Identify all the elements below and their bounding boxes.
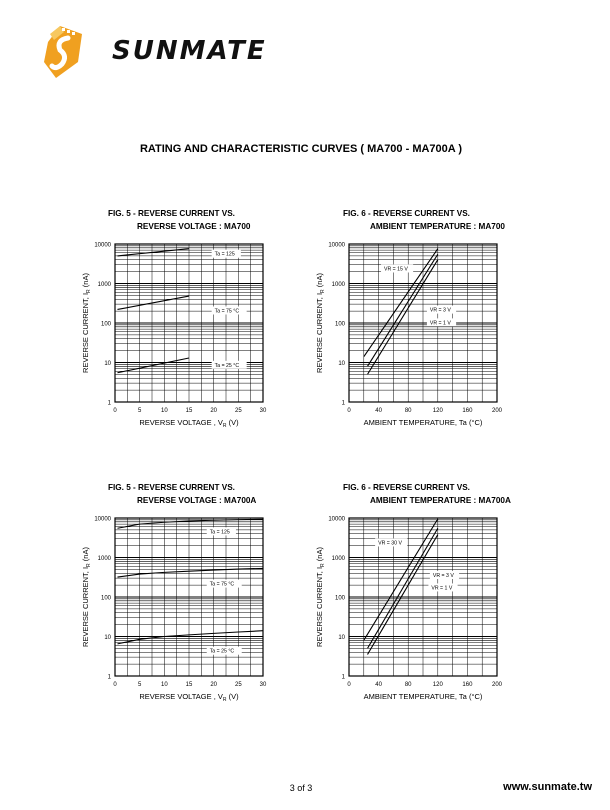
chart-reverse-current-vs-voltage-ma700 bbox=[78, 236, 288, 436]
x-tick-label: 80 bbox=[404, 408, 412, 414]
brand-logo bbox=[40, 22, 267, 84]
y-tick-label: 10 bbox=[338, 361, 345, 367]
fig2-title: FIG. 6 - REVERSE CURRENT VS. bbox=[343, 209, 470, 218]
y-axis-label: REVERSE CURRENT, $I_R$ (nA) bbox=[81, 273, 92, 373]
x-tick-label: 120 bbox=[432, 408, 443, 414]
x-tick-label: 25 bbox=[234, 682, 242, 688]
x-tick-label: 30 bbox=[259, 682, 267, 688]
x-tick-label: 15 bbox=[185, 682, 193, 688]
y-tick-label: 100 bbox=[334, 595, 345, 602]
fig2-subtitle: AMBIENT TEMPERATURE : MA700 bbox=[370, 222, 505, 231]
y-tick-label: 1 bbox=[107, 400, 111, 407]
fig1-subtitle: REVERSE VOLTAGE : MA700 bbox=[137, 222, 251, 231]
y-tick-label: 1000 bbox=[331, 556, 345, 562]
fig3-title: FIG. 5 - REVERSE CURRENT VS. bbox=[108, 483, 235, 492]
y-tick-label: 10 bbox=[338, 635, 345, 641]
series-label: Ta = 75 °C bbox=[214, 308, 240, 315]
x-tick-label: 5 bbox=[137, 682, 142, 688]
y-tick-label: 1000 bbox=[97, 556, 111, 562]
x-tick-label: 0 bbox=[347, 408, 351, 414]
fig4-subtitle: AMBIENT TEMPERATURE : MA700A bbox=[370, 496, 511, 505]
y-axis-label: REVERSE CURRENT, $I_R$ (nA) bbox=[315, 273, 326, 373]
y-axis-label: REVERSE CURRENT, $I_R$ (nA) bbox=[315, 547, 326, 647]
chart-reverse-current-vs-voltage-ma700a bbox=[78, 510, 288, 710]
series-label: VR = 3 V bbox=[432, 573, 454, 580]
series-label: VR = 30 V bbox=[378, 540, 402, 547]
x-tick-label: 0 bbox=[113, 408, 117, 414]
page-title: RATING AND CHARACTERISTIC CURVES ( MA700 - MA700A ) bbox=[139, 143, 463, 155]
series-label: Ta = 25 °C bbox=[214, 362, 240, 369]
y-tick-label: 10 bbox=[104, 361, 111, 367]
x-tick-label: 10 bbox=[160, 682, 168, 688]
series-label: VR = 15 V bbox=[384, 266, 408, 273]
chart-reverse-current-vs-temperature-ma700a bbox=[312, 510, 522, 710]
chart-reverse-current-vs-temperature-ma700 bbox=[312, 236, 522, 436]
series-label: Ta = 75 °C bbox=[209, 581, 235, 588]
series-label: Ta = 125 bbox=[209, 529, 230, 536]
series-label: VR = 1 V bbox=[429, 320, 451, 327]
y-tick-label: 100 bbox=[334, 321, 345, 328]
x-tick-label: 160 bbox=[462, 682, 473, 688]
page-number: 3 of 3 bbox=[289, 783, 313, 793]
y-tick-label: 10000 bbox=[94, 242, 111, 249]
x-tick-label: 25 bbox=[234, 408, 242, 414]
fig4-title: FIG. 6 - REVERSE CURRENT VS. bbox=[343, 483, 470, 492]
x-tick-label: 80 bbox=[404, 682, 412, 688]
series-label: VR = 3 V bbox=[429, 307, 451, 314]
x-tick-label: 20 bbox=[210, 408, 218, 414]
y-tick-label: 10 bbox=[104, 635, 111, 641]
x-tick-label: 200 bbox=[491, 682, 503, 688]
series-label: VR = 1 V bbox=[431, 585, 453, 592]
fig3-subtitle: REVERSE VOLTAGE : MA700A bbox=[137, 496, 257, 505]
x-tick-label: 40 bbox=[375, 682, 382, 688]
x-tick-label: 10 bbox=[160, 408, 168, 414]
x-tick-label: 15 bbox=[185, 408, 193, 414]
y-tick-label: 1 bbox=[107, 674, 111, 681]
y-tick-label: 10000 bbox=[328, 242, 345, 249]
x-tick-label: 20 bbox=[210, 682, 218, 688]
series-label: Ta = 125 bbox=[214, 251, 235, 258]
x-tick-label: 40 bbox=[375, 408, 382, 414]
x-tick-label: 30 bbox=[259, 408, 267, 414]
x-axis-label: AMBIENT TEMPERATURE, Ta (°C) bbox=[363, 692, 483, 701]
y-tick-label: 1000 bbox=[97, 282, 111, 288]
y-tick-label: 1000 bbox=[331, 282, 345, 288]
x-tick-label: 0 bbox=[113, 682, 117, 688]
series-label: Ta = 25 °C bbox=[209, 648, 235, 655]
fig1-title: FIG. 5 - REVERSE CURRENT VS. bbox=[108, 209, 235, 218]
x-tick-label: 200 bbox=[491, 408, 503, 414]
y-tick-label: 100 bbox=[100, 321, 111, 328]
footer-url-link[interactable]: www.sunmate.tw bbox=[503, 781, 592, 793]
x-tick-label: 160 bbox=[462, 408, 473, 414]
sunmate-emblem-icon bbox=[40, 22, 110, 84]
x-tick-label: 0 bbox=[347, 682, 351, 688]
brand-name: SUNMATE bbox=[112, 36, 267, 66]
x-axis-label: REVERSE VOLTAGE , $V_R$ (V) bbox=[139, 418, 239, 429]
y-tick-label: 1 bbox=[341, 674, 345, 681]
x-axis-label: REVERSE VOLTAGE , $V_R$ (V) bbox=[139, 692, 239, 703]
y-tick-label: 100 bbox=[100, 595, 111, 602]
y-axis-label: REVERSE CURRENT, $I_R$ (nA) bbox=[81, 547, 92, 647]
x-tick-label: 5 bbox=[137, 408, 142, 414]
y-tick-label: 10000 bbox=[328, 516, 345, 523]
y-tick-label: 10000 bbox=[94, 516, 111, 523]
x-axis-label: AMBIENT TEMPERATURE, Ta (°C) bbox=[363, 418, 483, 427]
y-tick-label: 1 bbox=[341, 400, 345, 407]
x-tick-label: 120 bbox=[432, 682, 443, 688]
